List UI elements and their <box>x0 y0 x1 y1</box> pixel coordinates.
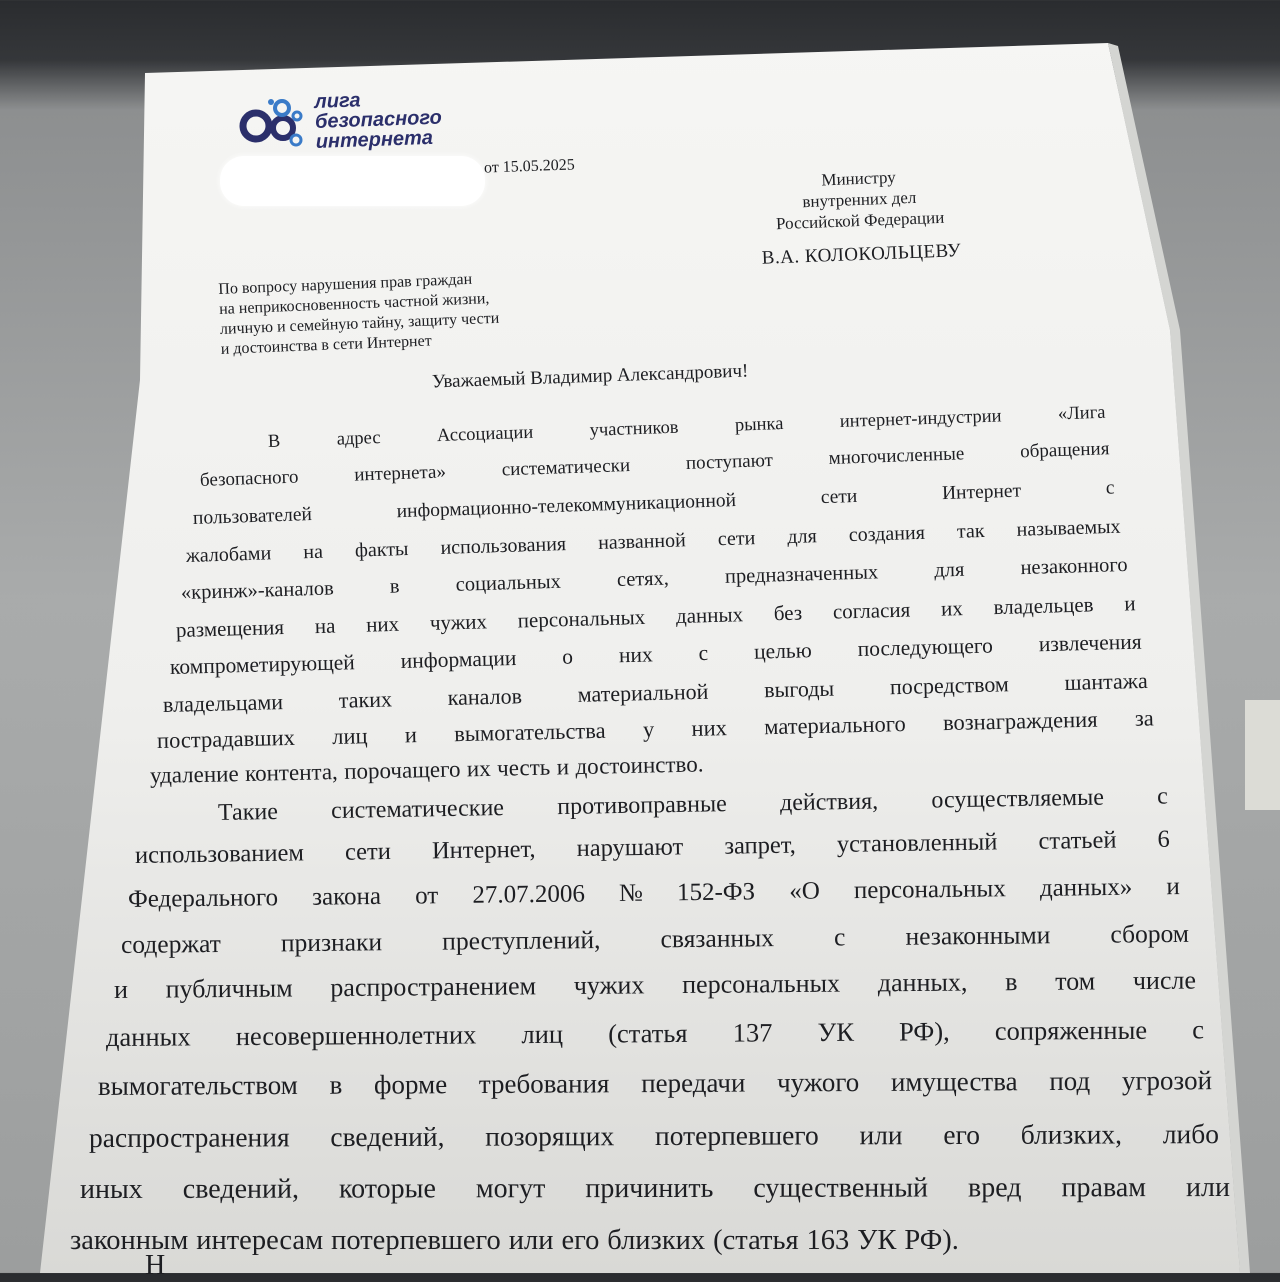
body-word: и <box>113 974 129 1004</box>
subject-line: и достоинства в сети Интернет <box>220 332 432 358</box>
body-word: числе <box>1132 965 1197 996</box>
body-word: выгоды <box>763 675 835 703</box>
logo-line: лига <box>313 89 361 113</box>
letter-date: от 15.05.2025 <box>483 156 576 177</box>
body-word: посредством <box>889 671 1010 700</box>
body-word: 27.07.2006 <box>472 880 586 909</box>
body-word: вознаграждения <box>942 706 1098 736</box>
body-line <box>80 1172 1230 1206</box>
body-word: в <box>389 575 400 598</box>
body-word: рынка <box>734 414 784 436</box>
body-word: честь <box>496 754 551 781</box>
body-word: которые <box>338 1173 436 1205</box>
body-line <box>70 1225 1130 1257</box>
body-word: интересам <box>196 1225 324 1256</box>
body-word: и <box>1123 591 1136 616</box>
body-word: предназначенных <box>724 561 879 588</box>
body-word: их <box>940 596 964 621</box>
body-word: использованием <box>134 839 305 869</box>
body-word: на <box>302 540 324 564</box>
body-word: закона <box>312 882 382 911</box>
body-word: за <box>1134 705 1155 731</box>
body-word: сопряженные <box>994 1014 1148 1046</box>
body-line <box>150 748 850 789</box>
body-word: «кринж»-каналов <box>180 577 335 604</box>
body-word: их <box>466 755 491 782</box>
body-word: том <box>1055 966 1096 996</box>
body-line <box>89 1118 1219 1154</box>
body-word: несовершеннолетних <box>235 1019 477 1052</box>
logo-line: интернета <box>315 126 434 153</box>
body-word: контента, <box>244 759 339 787</box>
body-word: данных, <box>877 967 968 998</box>
body-word: содержат <box>120 928 221 959</box>
body-word: (статья <box>713 1225 799 1256</box>
body-word: согласия <box>832 597 911 624</box>
body-word: материального <box>763 711 906 740</box>
redaction-patch <box>220 156 485 206</box>
subject-block <box>218 264 611 360</box>
cut-off-text: Н <box>145 1250 166 1281</box>
body-word: поступают <box>685 450 774 475</box>
body-word: распространения <box>88 1121 290 1153</box>
body-word: противоправные <box>557 791 727 821</box>
body-word: «Лига <box>1057 402 1106 425</box>
body-word: них <box>618 642 653 668</box>
body-word: сети <box>717 527 756 551</box>
body-word: причинить <box>585 1172 714 1205</box>
body-word: передачи <box>641 1067 746 1099</box>
body-word: таких <box>338 686 393 713</box>
body-word: иных <box>79 1173 143 1205</box>
body-word: персональных <box>682 968 841 1000</box>
body-word: осуществляемые <box>931 784 1105 814</box>
body-word: персональных <box>517 604 646 633</box>
body-word: данных» <box>1039 873 1133 902</box>
body-word: законным <box>70 1225 189 1256</box>
body-word: (статья <box>608 1017 688 1049</box>
body-word: данных <box>675 602 744 629</box>
body-line <box>98 1065 1212 1102</box>
body-word: вред <box>967 1172 1022 1204</box>
body-word: достоинство. <box>575 751 704 780</box>
body-word: с <box>1105 477 1115 499</box>
addressee-line: Министру <box>821 167 897 190</box>
body-word: пострадавших <box>156 724 296 753</box>
body-word: информации <box>400 645 517 673</box>
body-word: или <box>508 1225 554 1256</box>
body-word: сведений, <box>330 1120 445 1153</box>
body-word: действия, <box>779 788 879 817</box>
subject-line: По вопросу нарушения прав граждан <box>218 270 473 298</box>
body-word: владельцами <box>162 689 284 717</box>
body-word: форме <box>373 1069 448 1100</box>
body-word: для <box>933 558 965 582</box>
body-word: его <box>943 1118 981 1151</box>
body-word: информационно-телекоммуникационной <box>396 489 737 523</box>
body-word: социальных <box>455 570 562 596</box>
body-word: извлечения <box>1038 629 1142 657</box>
body-word: последующего <box>857 633 994 661</box>
organization-logo <box>238 89 488 162</box>
addressee-block <box>728 163 992 270</box>
body-word: с <box>698 640 709 666</box>
body-word: Интернет <box>941 480 1022 505</box>
body-word: УК <box>857 1225 897 1256</box>
body-word: систематически <box>501 454 631 481</box>
body-word: могут <box>475 1173 546 1205</box>
body-line <box>218 783 1168 827</box>
body-word: запрет, <box>724 831 796 860</box>
body-word: без <box>773 600 803 626</box>
body-word: лиц <box>331 723 368 750</box>
body-word: УК <box>817 1016 855 1048</box>
body-word: и <box>404 722 418 748</box>
body-word: сети <box>820 485 858 509</box>
body-word: обращения <box>1019 438 1110 463</box>
body-word: существенный <box>753 1172 929 1204</box>
body-word: чужих <box>429 609 488 635</box>
body-word: имущества <box>890 1066 1018 1097</box>
body-word: лиц <box>521 1018 564 1050</box>
body-word: участников <box>589 417 679 441</box>
body-word: вымогательства <box>453 717 606 747</box>
body-word: них <box>365 611 400 637</box>
body-word: распространением <box>330 971 537 1003</box>
body-word: незаконными <box>905 920 1051 951</box>
body-word: на <box>314 613 336 639</box>
body-word: преступлений, <box>442 924 601 956</box>
body-word: требования <box>478 1068 610 1100</box>
body-word: Интернет, <box>431 835 536 865</box>
body-word: потерпевшего <box>331 1225 501 1256</box>
body-word: угрозой <box>1121 1065 1213 1096</box>
body-word: удаление <box>149 761 239 788</box>
body-word: сетях, <box>616 567 670 592</box>
body-word: интернет-индустрии <box>839 406 1002 433</box>
body-word: потерпевшего <box>654 1119 819 1152</box>
body-word: близких, <box>1020 1118 1123 1150</box>
body-line <box>128 873 1180 914</box>
body-word: каналов <box>447 683 523 711</box>
body-word: В <box>267 431 281 452</box>
body-word: Ассоциации <box>436 422 534 447</box>
body-word: сети <box>344 837 392 866</box>
body-word: Федерального <box>127 884 279 913</box>
body-word: называемых <box>1016 515 1121 541</box>
addressee-line: Российской Федерации <box>775 207 945 234</box>
body-word: либо <box>1162 1118 1220 1150</box>
body-word: компрометирующей <box>169 650 356 679</box>
body-word: сведений, <box>182 1173 299 1205</box>
body-word: шантажа <box>1064 667 1148 695</box>
body-word: и <box>556 754 570 780</box>
body-word: незаконного <box>1020 553 1128 580</box>
body-word: данных <box>105 1021 191 1052</box>
body-word: сбором <box>1110 918 1190 949</box>
body-word: факты <box>354 538 409 562</box>
body-word: № <box>618 879 644 907</box>
body-word: персональных <box>853 875 1006 905</box>
body-word: порочащего <box>343 756 461 784</box>
body-word: «О <box>789 877 820 905</box>
body-word: для <box>787 525 818 549</box>
body-word: 137 <box>732 1017 773 1048</box>
body-word: и <box>1166 873 1180 901</box>
body-word: размещения <box>175 614 285 642</box>
body-word: с <box>833 922 846 952</box>
body-word: с <box>1192 1014 1205 1045</box>
body-word: под <box>1049 1065 1091 1097</box>
body-word: с <box>1156 783 1169 810</box>
body-word: них <box>691 715 728 741</box>
body-word: вымогательством <box>97 1069 298 1101</box>
body-word: правам <box>1061 1172 1146 1204</box>
body-line <box>121 919 1189 960</box>
body-word: публичным <box>165 973 293 1004</box>
greeting: Уважаемый Владимир Александрович! <box>431 360 749 393</box>
addressee-name: В.А. КОЛОКОЛЬЦЕВУ <box>761 240 962 269</box>
logo-line: безопасного <box>314 106 443 133</box>
body-word: или <box>859 1119 903 1151</box>
body-word: РФ), <box>898 1016 950 1047</box>
body-word: 6 <box>1157 825 1170 853</box>
logo-text <box>314 88 443 152</box>
body-line <box>114 966 1196 1005</box>
body-word: РФ). <box>904 1225 959 1256</box>
body-word: его <box>561 1225 600 1256</box>
body-word: пользователей <box>192 504 313 529</box>
logo-circles-icon <box>238 94 308 156</box>
body-word: материальной <box>577 678 709 707</box>
body-word: чужого <box>777 1067 860 1098</box>
body-word: нарушают <box>576 833 684 863</box>
addressee-line: внутренних дел <box>802 187 917 212</box>
body-word: у <box>642 716 655 742</box>
body-line <box>135 826 1170 870</box>
body-word: создания <box>848 521 926 547</box>
body-word: Такие <box>217 798 279 826</box>
body-word: жалобами <box>185 542 272 567</box>
body-word: в <box>1005 967 1018 997</box>
body-word: статьей <box>1038 826 1117 855</box>
body-word: многочисленные <box>828 443 965 470</box>
subject-line: на неприкосновенность частной жизни, <box>218 290 490 318</box>
body-word: связанных <box>660 923 775 954</box>
body-word: о <box>561 644 574 669</box>
body-word: признаки <box>280 927 383 958</box>
body-word: безопасного <box>199 466 299 491</box>
body-word: позорящих <box>485 1120 615 1152</box>
body-word: целью <box>753 638 813 664</box>
subject-line: личную и семейную тайну, защиту чести <box>219 309 500 338</box>
body-word: или <box>1185 1171 1230 1204</box>
body-word: интернета» <box>353 461 447 486</box>
body-word: адрес <box>336 428 381 450</box>
body-word: установленный <box>836 828 998 858</box>
body-word: систематические <box>330 795 505 825</box>
body-word: использования <box>440 533 567 559</box>
body-word: 152-ФЗ <box>676 878 756 907</box>
body-word: близких <box>607 1225 706 1256</box>
body-word: чужих <box>573 970 645 1000</box>
body-word: от <box>414 882 439 910</box>
body-word: так <box>956 519 985 543</box>
body-word: в <box>329 1069 343 1100</box>
body-word: 163 <box>806 1225 850 1256</box>
body-word: названной <box>597 529 687 555</box>
body-line <box>106 1014 1204 1053</box>
body-word: владельцев <box>993 592 1094 620</box>
